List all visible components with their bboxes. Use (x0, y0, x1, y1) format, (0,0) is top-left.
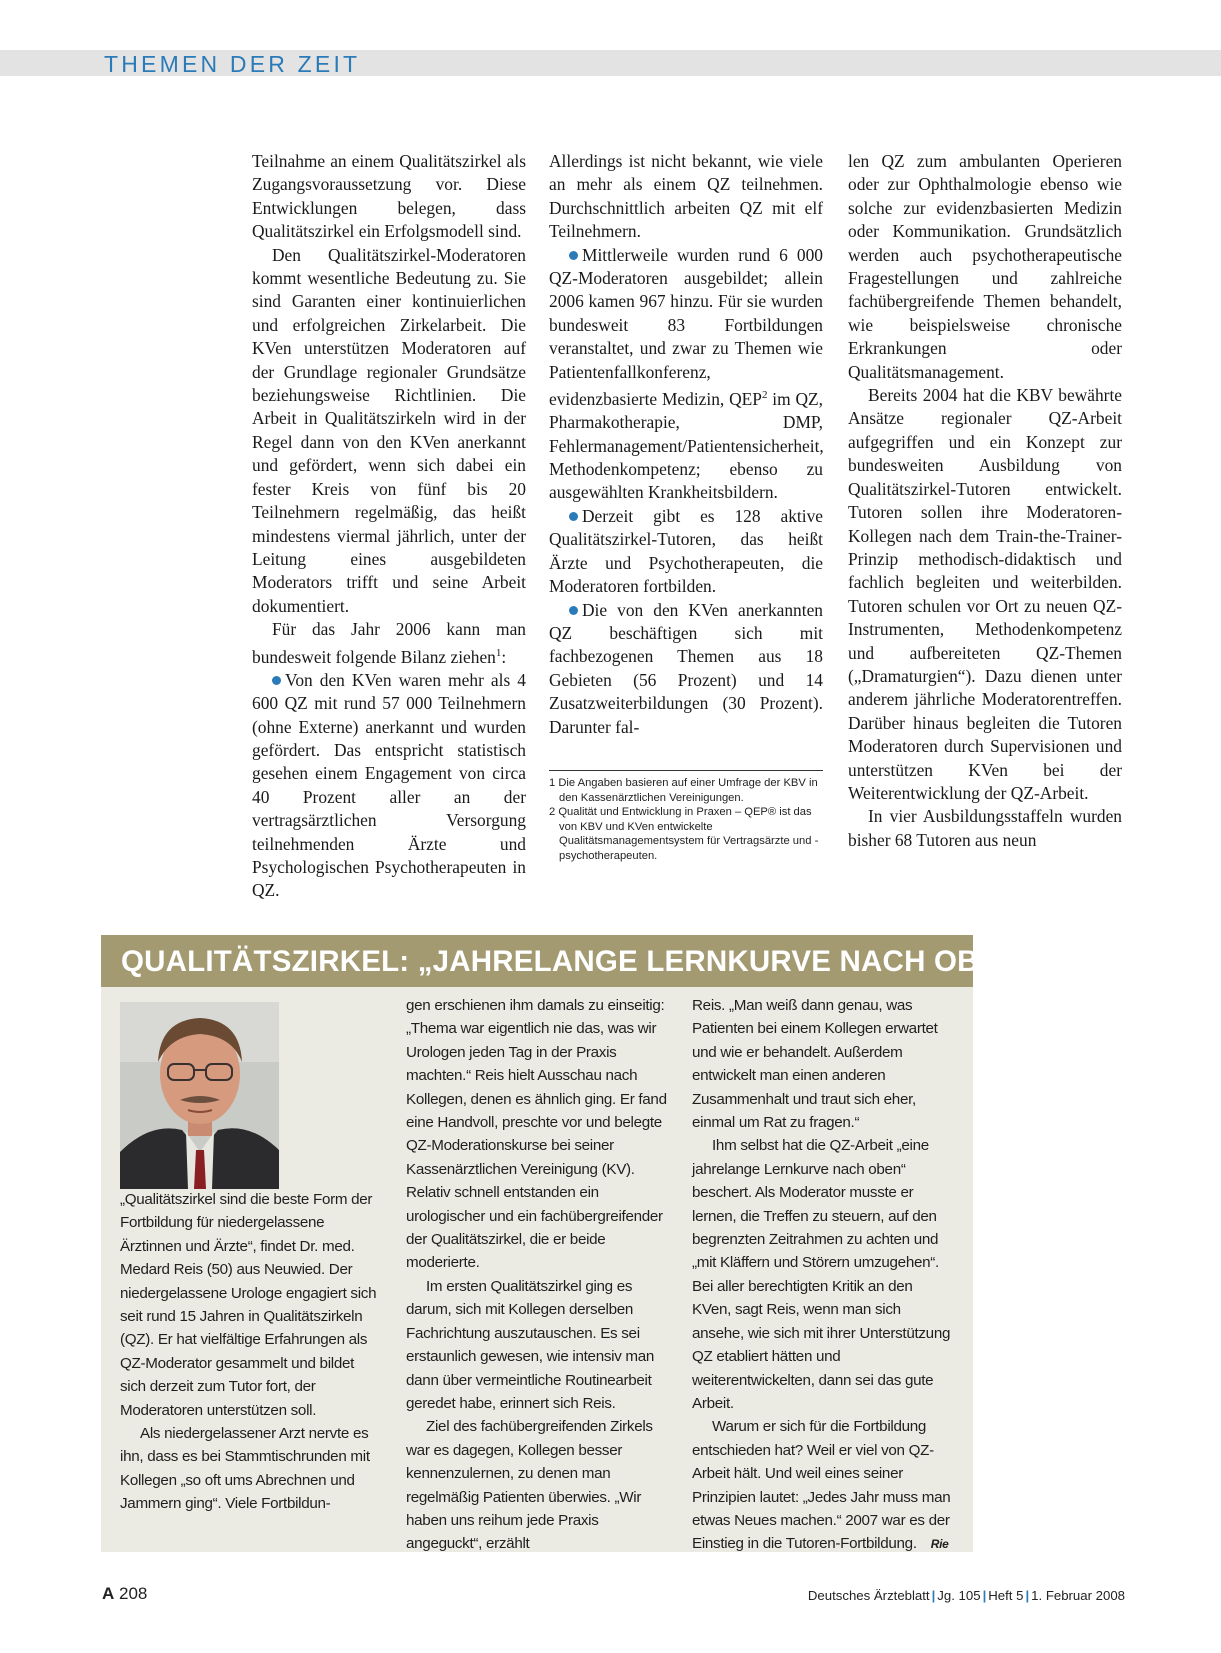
article-column-3 (848, 150, 1122, 852)
bullet-paragraph (549, 244, 823, 505)
separator: | (982, 1588, 987, 1603)
paragraph-text: Mittlerweile wurden rund 6 000 QZ-Moderatoren ausgebildet; allein 2006 kamen 967 hinzu. Für sie wurden bundesweit 83 Fortbildungen veranstaltet, und zwar zu Themen wie Patientenfallkonferenz, evidenzbasierte Medizin, QEP (549, 244, 823, 409)
paragraph: In vier Ausbildungsstaffeln wurden bisher 68 Tutoren aus neun (848, 806, 1122, 850)
sidebar-column-3 (692, 994, 954, 1557)
bullet-paragraph (549, 599, 823, 739)
paragraph: len QZ zum ambulanten Operieren oder zur Ophthalmologie ebenso wie solche zur evidenzbasierten Medizin oder Kommunikation. Grundsätzlich werden auch psychotherapeutische Fragestellungen und zahlreiche fachübergreifende Themen behandelt, wie beispielsweise chronische Erkrankungen oder Qualitätsmanagement. (848, 151, 1122, 382)
bullet-icon (569, 606, 578, 615)
paragraph: Als niedergelassener Arzt nervte es ihn, dass es bei Stammtischrunden mit Kollegen „so oft ums Abrechnen und Jammern ging“. Viele Fortbildun- (120, 1425, 370, 1513)
paragraph: Teilnahme an einem Qualitätszirkel als Zugangsvoraussetzung vor. Diese Entwicklungen belegen, dass Qualitätszirkel ein Erfolgsmodell sind. (252, 151, 526, 242)
sidebar-box-header (101, 935, 1035, 987)
author-signature: Rie (930, 1537, 949, 1552)
separator: | (1025, 1588, 1030, 1603)
paragraph-text: Die von den KVen anerkannten QZ beschäftigen sich mit fachbezogenen Themen aus 18 Gebieten (56 Prozent) und 14 Zusatzweiterbildungen (30 Prozent). Darunter fal- (549, 599, 823, 737)
paragraph-text: Für das Jahr 2006 kann man bundesweit folgende Bilanz ziehen (252, 619, 526, 667)
paragraph-text: Warum er sich für die Fortbildung entschieden hat? Weil er viel von QZ-Arbeit hält. Und weil eines seiner Prinzipien lautet: „Jedes Jahr muss man etwas Neues machen.“ 2007 war es der Einstieg in die Tutoren-Fortbildung. (692, 1418, 951, 1553)
portrait-illustration (120, 1002, 279, 1189)
bullet-icon (272, 676, 281, 685)
separator: | (931, 1588, 936, 1603)
journal-date: 1. Februar 2008 (1031, 1588, 1125, 1603)
footnote-1: 1 Die Angaben basieren auf einer Umfrage der KBV in den Kassenärztlichen Vereinigungen. (549, 777, 818, 804)
paragraph (692, 1415, 954, 1556)
sidebar-column-1 (120, 1188, 382, 1516)
footnote-rule (549, 770, 823, 771)
paragraph: Allerdings ist nicht bekannt, wie viele an mehr als einem QZ teilnehmen. Durchschnittlich arbeiten QZ mit elf Teilnehmern. (549, 151, 823, 242)
bullet-icon (569, 251, 578, 260)
footnotes (549, 776, 829, 863)
paragraph: Im ersten Qualitätszirkel ging es darum, sich mit Kollegen derselben Fachrichtung auszutauschen. Es sei erstaunlich gewesen, wie intensiv man dann über vermeintliche Routinearbeit geredet habe, erinnert sich Reis. (406, 1277, 655, 1412)
journal-volume: Jg. 105 (937, 1588, 981, 1603)
bullet-paragraph (549, 505, 823, 599)
article-column-2 (549, 150, 823, 739)
paragraph: Bereits 2004 hat die KBV bewährte Ansätze regionaler QZ-Arbeit aufgegriffen und ein Konzept zur bundesweiten Ausbildung von Qualitätszirkel-Tutoren entwickelt. Tutoren sollen ihre Moderatoren-Kollegen nach dem Train-the-Trainer-Prinzip methodisch-didaktisch und fachlich begleiten und weiterbilden. Tutoren schulen vor Ort zu neuen QZ-Instrumenten, Methodenkompetenz und aufbereiteten QZ-Themen („Dramaturgien“). Dazu dienen unter anderem jährliche Moderatorentreffen. Darüber hinaus begleiten die Tutoren Moderatoren durch Supervisionen und unterstützen KVen bei der Weiterentwicklung der QZ-Arbeit. (848, 385, 1122, 803)
paragraph: Reis. „Man weiß dann genau, was Patienten bei einem Kollegen erwartet und wie er behandelt. Außerdem entwickelt man einen anderen Zusammenhalt und traut sich eher, einmal um Rat zu fragen.“ (692, 997, 938, 1132)
sidebar-column-2 (406, 994, 668, 1556)
journal-issue: Heft 5 (988, 1588, 1024, 1603)
paragraph: „Qualitätszirkel sind die beste Form der Fortbildung für niedergelassene Ärztinnen und Ärzte“, findet Dr. med. Medard Reis (50) aus Neuwied. Der niedergelassene Urologe engagiert sich seit rund 15 Jahren in Qualitätszirkeln (QZ). Er hat vielfältige Erfahrungen als QZ-Moderator gesammelt und bildet sich derzeit zum Tutor fort, der Moderatoren unterstützen soll. (120, 1191, 377, 1419)
section-title: THEMEN DER ZEIT (104, 51, 361, 77)
paragraph: Ziel des fachübergreifenden Zirkels war es dagegen, Kollegen besser kennenzulernen, zu denen man regelmäßig Patienten überwies. „Wir haben uns reihum jede Praxis angeguckt“, erzählt (406, 1418, 653, 1553)
page-number-value: 208 (119, 1584, 148, 1603)
paragraph: Für das Jahr 2006 kann man bundesweit folgende Bilanz ziehen$^1$: (252, 619, 526, 667)
paragraph: Den Qualitätszirkel-Moderatoren kommt wesentliche Bedeutung zu. Sie sind Garanten einer kontinuierlichen und erfolgreichen Zirkelarbeit. Die KVen unterstützen Moderatoren auf der Grundlage regionaler Grundsätze beziehungsweise Richtlinien. Die Arbeit in Qualitätszirkeln wird in der Regel dann von den KVen anerkannt und gefördert, wenn sich dabei ein fester Kreis von fünf bis 20 Teilnehmern regelmäßig, das heißt mindestens viermal jährlich, unter der Leitung eines ausgebildeten Moderators trifft und seine Arbeit dokumentiert. (252, 244, 526, 616)
sidebar-box-title: QUALITÄTSZIRKEL: „JAHRELANGE LERNKURVE NACH OBEN“ (121, 945, 1035, 978)
paragraph: Ihm selbst hat die QZ-Arbeit „eine jahrelange Lernkurve nach oben“ beschert. Als Moderator musste er lernen, die Treffen zu steuern, auf den begrenzten Zeitrahmen zu achten und „mit Kläffern und Störern umzugehen“. Bei aller berechtigten Kritik an den KVen, sagt Reis, wenn man sich ansehe, wie sich mit ihrer Unterstützung QZ etabliert hätten und weiterentwickelten, dann sei das gute Arbeit. (692, 1137, 951, 1412)
article-column-1 (252, 150, 526, 903)
page-number (102, 1584, 147, 1604)
paragraph-text: Von den KVen waren mehr als 4 600 QZ mit rund 57 000 Teilnehmern (ohne Externe) anerkannt und wurden gefördert. Das entspricht statistisch gesehen einem Engagement von circa 40 Prozent aller an der vertragsärztlichen Versorgung teilnehmenden Ärzte und Psychologischen Psychotherapeuten in QZ. (252, 669, 526, 901)
paragraph-text: im QZ, Pharmakotherapie, DMP, Fehlermanagement/Patientensicherheit, Methodenkompetenz; ebenso zu ausgewählten Krankheitsbildern. (549, 388, 824, 503)
journal-info (808, 1588, 1125, 1603)
page-prefix: A (102, 1584, 115, 1603)
footnote-marker: 1 (495, 646, 502, 659)
footnote-2: 2 Qualität und Entwicklung in Praxen – QEP® ist das von KBV und KVen entwickelte Qualitätsmanagementsystem für Vertragsärzte und -psychotherapeuten. (549, 806, 819, 862)
journal-name: Deutsches Ärzteblatt (807, 1588, 930, 1603)
bullet-icon (569, 512, 578, 521)
footnote-marker: 2 (761, 389, 768, 402)
bullet-paragraph (252, 669, 526, 903)
paragraph-text: Derzeit gibt es 128 aktive Qualitätszirkel-Tutoren, das heißt Ärzte und Psychotherapeuten, die Moderatoren fortbilden. (549, 505, 823, 597)
paragraph: gen erschienen ihm damals zu einseitig: „Thema war eigentlich nie das, was wir Urologen jeden Tag in der Praxis machten.“ Reis hielt Ausschau nach Kollegen, denen es ähnlich ging. Er fand eine Handvoll, preschte vor und belegte QZ-Moderationskurse bei seiner Kassenärztlichen Vereinigung (KV). Relativ schnell entstanden ein urologischer und ein fachübergreifender der Qualitätszirkel, die er beide moderierte. (406, 997, 667, 1272)
portrait-photo (120, 1002, 279, 1189)
